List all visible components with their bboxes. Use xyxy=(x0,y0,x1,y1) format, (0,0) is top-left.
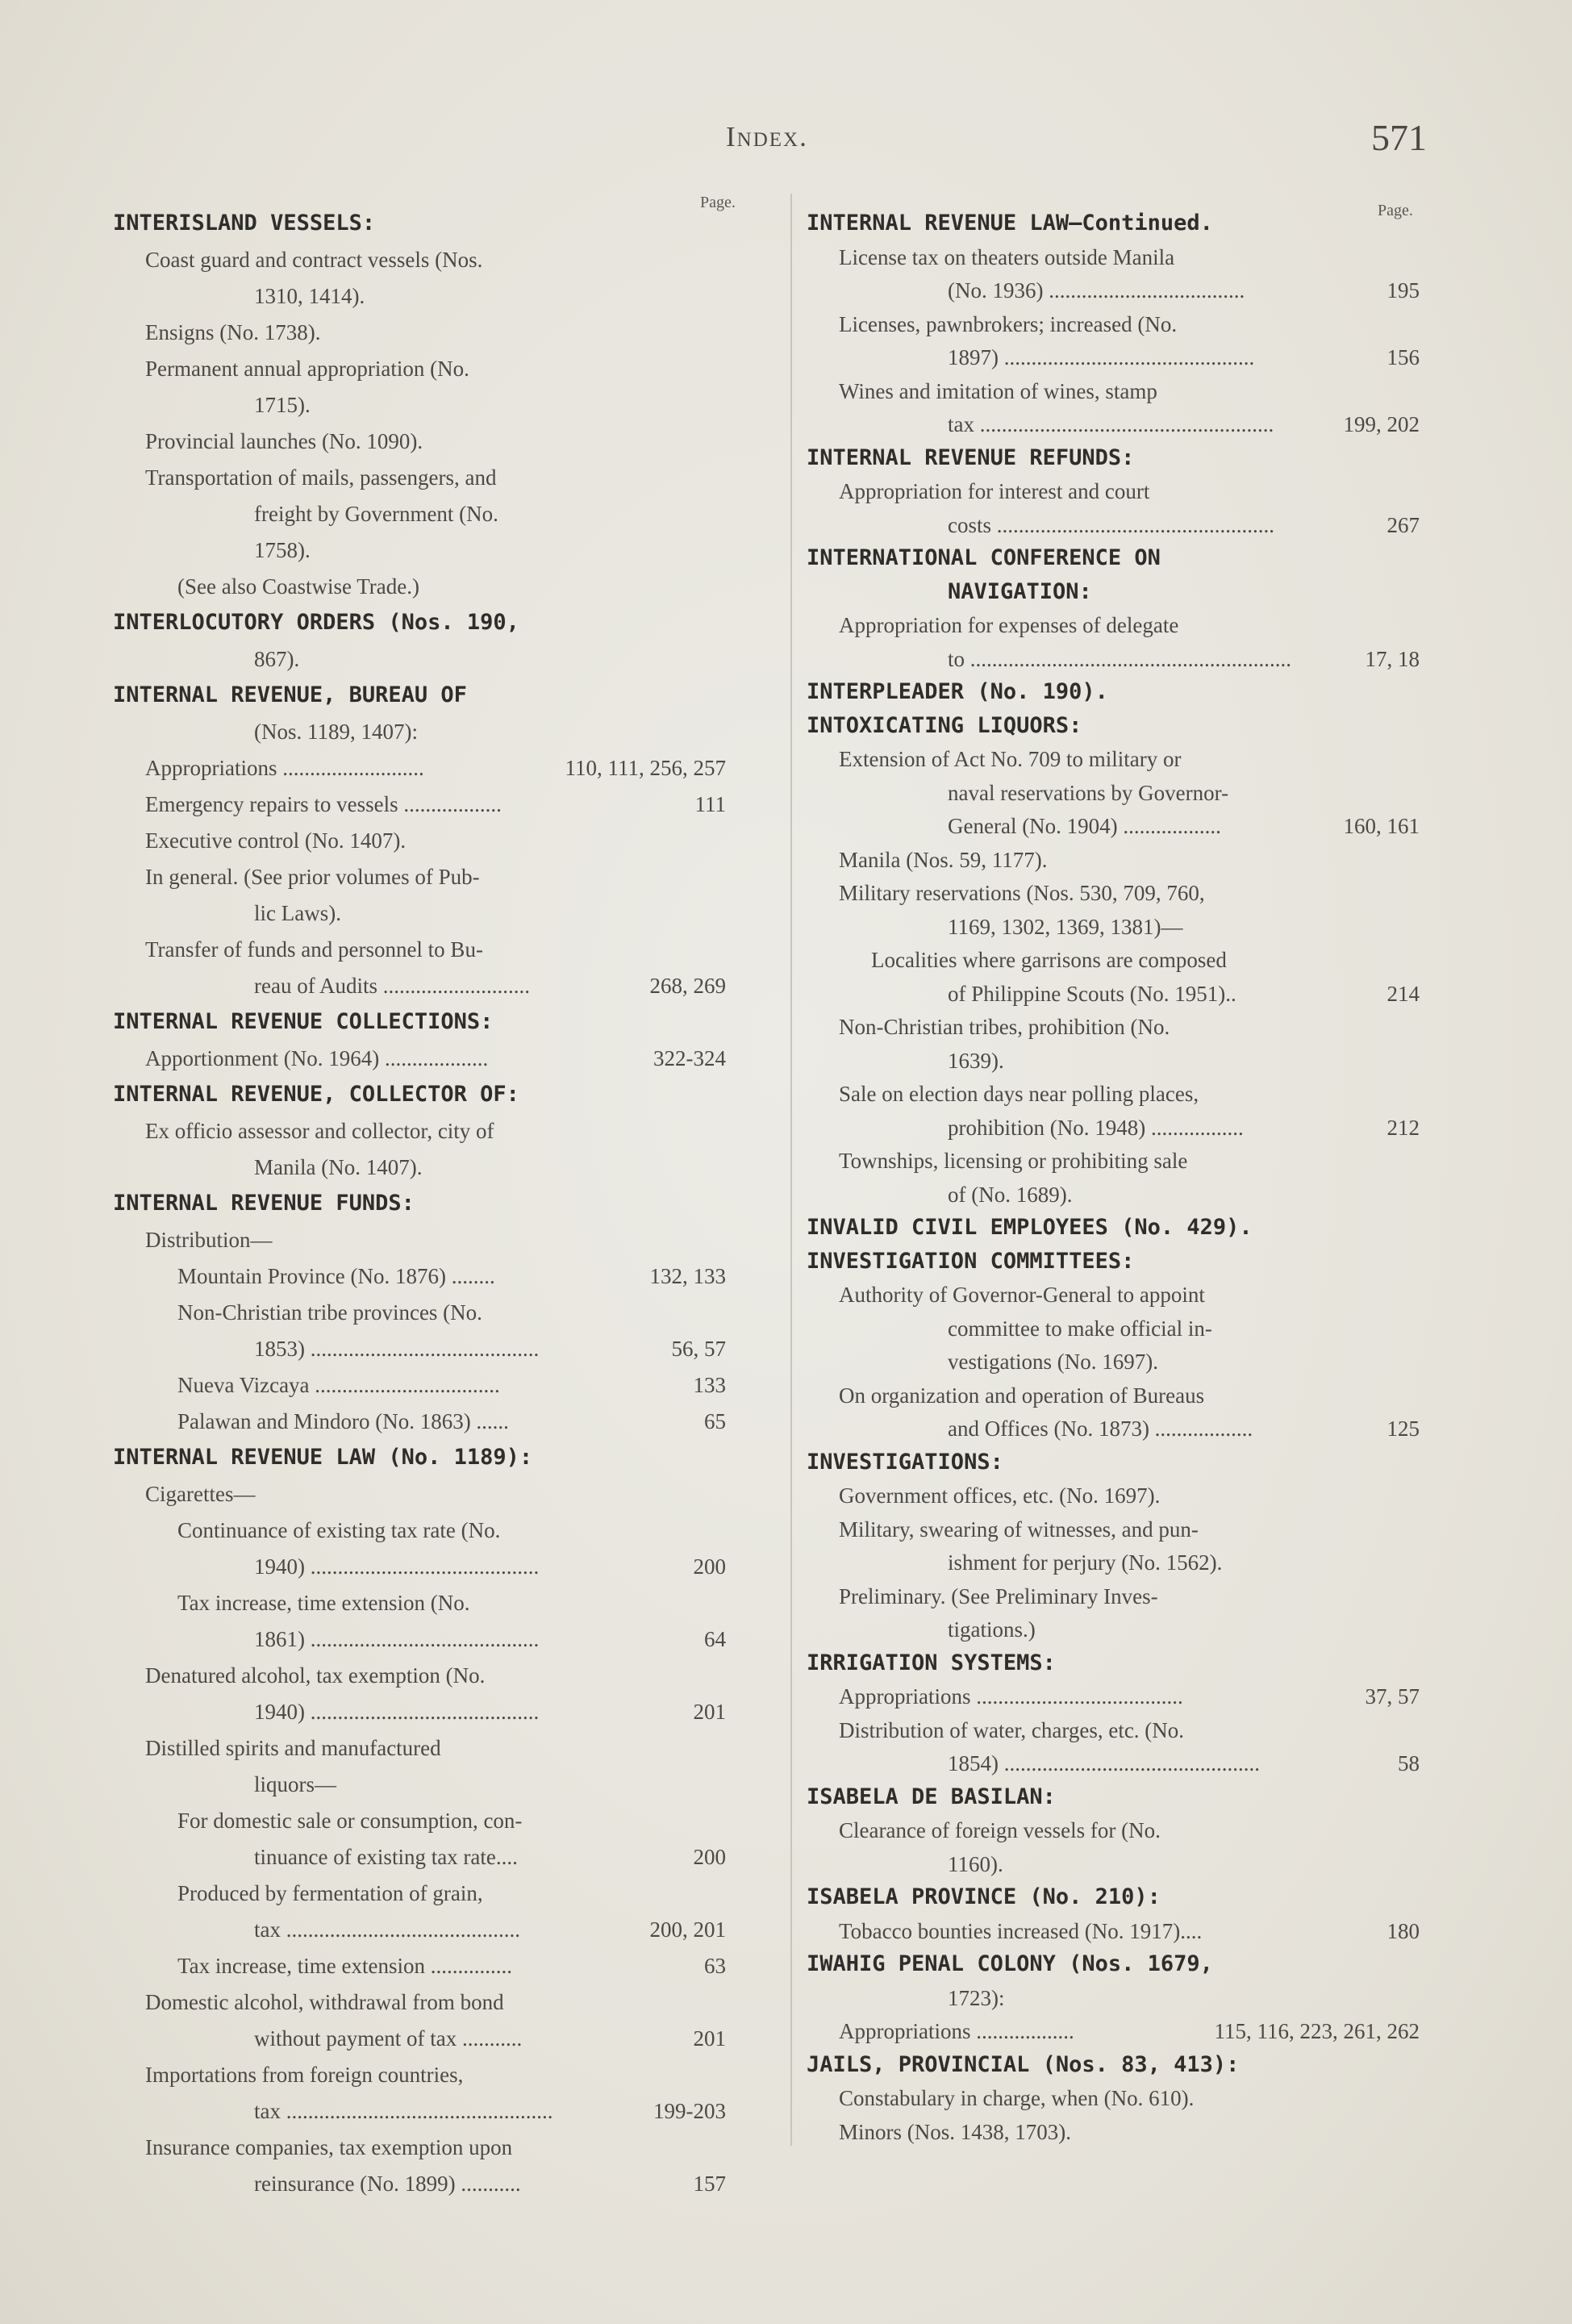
index-entry xyxy=(177,1952,726,1980)
entry-text: 1723): xyxy=(948,1985,1005,2010)
entry-text: 867). xyxy=(254,647,300,671)
index-entry xyxy=(839,745,1420,773)
entry-text: ISABELA PROVINCE (No. 210): xyxy=(807,1884,1161,1909)
index-entry xyxy=(839,1683,1420,1710)
index-entry xyxy=(948,812,1420,840)
index-heading xyxy=(807,444,1420,472)
entry-text: Manila (Nos. 59, 1177). xyxy=(839,847,1048,872)
entry-text: INTERLOCUTORY ORDERS (Nos. 190, xyxy=(113,610,519,635)
index-entry xyxy=(948,411,1420,438)
entry-text: prohibition (No. 1948) ................. xyxy=(948,1115,1244,1140)
entry-text: In general. (See prior volumes of Pub- xyxy=(145,865,480,889)
entry-text: NAVIGATION: xyxy=(948,578,1092,604)
index-entry xyxy=(145,1480,726,1508)
index-heading xyxy=(807,1449,1420,1476)
index-entry xyxy=(177,573,726,600)
index-entry xyxy=(145,464,726,491)
entry-text: INTERNAL REVENUE LAW (No. 1189): xyxy=(113,1445,533,1470)
entry-text: 1940) .......................................... xyxy=(254,1554,540,1579)
entry-text: Appropriations .................. xyxy=(839,2019,1074,2043)
entry-text: 1160). xyxy=(948,1851,1003,1876)
entry-text: IRRIGATION SYSTEMS: xyxy=(807,1650,1056,1675)
entry-text: without payment of tax ........... xyxy=(254,2026,523,2051)
entry-text: Distilled spirits and manufactured xyxy=(145,1736,441,1760)
entry-text: Denatured alcohol, tax exemption (No. xyxy=(145,1663,486,1688)
index-entry xyxy=(948,913,1420,941)
entry-text: Military reservations (Nos. 530, 709, 760, xyxy=(839,881,1205,905)
entry-text: tax ................................................. xyxy=(254,2099,553,2123)
index-entry xyxy=(948,277,1420,304)
index-entry xyxy=(839,1516,1420,1543)
entry-text: Clearance of foreign vessels for (No. xyxy=(839,1818,1161,1842)
index-heading xyxy=(807,1214,1420,1241)
entry-text: INTERNAL REVENUE FUNDS: xyxy=(113,1191,415,1216)
index-entry xyxy=(254,500,726,528)
index-entry xyxy=(948,1415,1420,1442)
entry-text: and Offices (No. 1873) .................. xyxy=(948,1417,1253,1441)
page-reference: 133 xyxy=(693,1373,726,1397)
index-heading xyxy=(807,1784,1420,1811)
entry-text: tax ...................................................... xyxy=(948,412,1274,436)
page-reference: 160, 161 xyxy=(1343,814,1420,838)
entry-text: For domestic sale or consumption, con- xyxy=(177,1809,523,1833)
index-entry xyxy=(145,863,726,891)
page-number: 571 xyxy=(1371,117,1427,158)
entry-text: lic Laws). xyxy=(254,901,341,925)
page-reference: 200 xyxy=(693,1554,726,1579)
entry-text: 1715). xyxy=(254,393,311,417)
page-reference: 156 xyxy=(1386,345,1420,369)
entry-text: Sale on election days near polling places, xyxy=(839,1082,1199,1106)
entry-text: JAILS, PROVINCIAL (Nos. 83, 413): xyxy=(807,2051,1240,2077)
index-entry xyxy=(177,1299,726,1326)
index-heading xyxy=(807,210,1420,237)
index-entry xyxy=(145,1117,726,1145)
index-entry xyxy=(839,1382,1420,1409)
entry-text: 1639). xyxy=(948,1048,1004,1073)
page-column-label: Page. xyxy=(700,194,736,211)
entry-text: Distribution of water, charges, etc. (No. xyxy=(839,1717,1185,1742)
entry-text: Appropriations .......................... xyxy=(145,756,424,780)
entry-text: Extension of Act No. 709 to military or xyxy=(839,747,1182,771)
index-entry xyxy=(254,282,726,310)
index-entry xyxy=(948,1549,1420,1576)
entry-text: Constabulary in charge, when (No. 610). xyxy=(839,2086,1195,2110)
index-entry xyxy=(254,2170,726,2197)
index-entry xyxy=(254,536,726,564)
entry-text: Domestic alcohol, withdrawal from bond xyxy=(145,1990,504,2014)
page-reference: 199-203 xyxy=(653,2099,726,2123)
index-entry xyxy=(254,1335,726,1362)
index-entry xyxy=(948,645,1420,673)
index-entry xyxy=(254,645,726,673)
entry-text: Townships, licensing or prohibiting sale xyxy=(839,1149,1188,1173)
index-entry xyxy=(839,1717,1420,1744)
entry-text: Authority of Governor-General to appoint xyxy=(839,1283,1205,1307)
entry-text: INTERNAL REVENUE REFUNDS: xyxy=(807,444,1135,470)
page-reference: 111 xyxy=(694,792,726,816)
page-reference: 125 xyxy=(1386,1417,1420,1441)
index-heading xyxy=(807,1248,1420,1275)
page-reference: 64 xyxy=(704,1627,726,1651)
index-entry xyxy=(145,827,726,854)
index-entry xyxy=(145,246,726,273)
index-entry xyxy=(145,2061,726,2088)
entry-text: tinuance of existing tax rate.... xyxy=(254,1845,518,1869)
entry-text: INTERNAL REVENUE COLLECTIONS: xyxy=(113,1009,494,1034)
page-reference: 58 xyxy=(1398,1751,1420,1775)
page-reference: 200 xyxy=(693,1845,726,1869)
index-entry xyxy=(145,2134,726,2161)
entry-text: Provincial launches (No. 1090). xyxy=(145,429,423,453)
entry-text: to ........................................................... xyxy=(948,646,1292,671)
index-entry xyxy=(948,1348,1420,1375)
entry-text: Palawan and Mindoro (No. 1863) ...... xyxy=(177,1409,509,1433)
entry-text: Emergency repairs to vessels .................. xyxy=(145,792,502,816)
index-entry xyxy=(177,1408,726,1435)
index-entry xyxy=(839,1482,1420,1509)
index-entry xyxy=(254,1553,726,1580)
entry-text: Non-Christian tribes, prohibition (No. xyxy=(839,1015,1170,1039)
index-heading xyxy=(807,2051,1420,2079)
index-heading xyxy=(948,578,1420,606)
page-reference: 199, 202 xyxy=(1343,412,1420,436)
index-entry xyxy=(948,1181,1420,1208)
page-reference: 322-324 xyxy=(653,1046,726,1070)
index-entry xyxy=(177,1589,726,1617)
index-entry xyxy=(871,946,1420,974)
entry-text: INTERNAL REVENUE, BUREAU OF xyxy=(113,682,467,707)
page-reference: 56, 57 xyxy=(671,1337,726,1361)
index-entry xyxy=(839,244,1420,271)
index-entry xyxy=(254,718,726,745)
entry-text: Tax increase, time extension (No. xyxy=(177,1591,470,1615)
entry-text: (No. 1936) .................................... xyxy=(948,278,1245,302)
entry-text: Nueva Vizcaya .................................. xyxy=(177,1373,500,1397)
entry-text: of Philippine Scouts (No. 1951).. xyxy=(948,981,1236,1006)
index-entry xyxy=(145,1226,726,1254)
entry-text: Manila (No. 1407). xyxy=(254,1155,423,1179)
page-reference: 201 xyxy=(693,1700,726,1724)
index-entry xyxy=(254,391,726,419)
entry-text: INVESTIGATION COMMITTEES: xyxy=(807,1248,1135,1274)
page-reference: 214 xyxy=(1386,981,1420,1006)
entry-text: INTERNATIONAL CONFERENCE ON xyxy=(807,545,1161,570)
index-entry xyxy=(839,378,1420,405)
entry-text: 1310, 1414). xyxy=(254,284,365,308)
entry-text: INVESTIGATIONS: xyxy=(807,1449,1003,1475)
index-entry xyxy=(839,478,1420,505)
index-entry xyxy=(254,2097,726,2125)
entry-text: costs ................................................... xyxy=(948,512,1274,537)
index-entry xyxy=(948,1616,1420,1643)
entry-text: 1897) .............................................. xyxy=(948,345,1255,369)
entry-text: License tax on theaters outside Manila xyxy=(839,244,1175,269)
index-entry xyxy=(948,1114,1420,1141)
entry-text: INTERNAL REVENUE, COLLECTOR OF: xyxy=(113,1082,519,1107)
index-entry xyxy=(145,1734,726,1762)
index-entry xyxy=(839,1147,1420,1175)
page-title: Index. xyxy=(726,121,808,152)
entry-text: 1854) ............................................... xyxy=(948,1751,1260,1775)
page-reference: 267 xyxy=(1386,512,1420,537)
entry-text: of (No. 1689). xyxy=(948,1182,1073,1207)
index-heading xyxy=(113,1008,726,1036)
entry-text: On organization and operation of Bureaus xyxy=(839,1383,1205,1408)
entry-text: Non-Christian tribe provinces (No. xyxy=(177,1300,482,1325)
index-entry xyxy=(254,1771,726,1798)
entry-text: vestigations (No. 1697). xyxy=(948,1350,1158,1374)
entry-text: Transfer of funds and personnel to Bu- xyxy=(145,937,483,962)
index-heading xyxy=(807,1650,1420,1677)
index-entry xyxy=(254,899,726,927)
entry-text: Wines and imitation of wines, stamp xyxy=(839,378,1157,403)
entry-text: Coast guard and contract vessels (Nos. xyxy=(145,248,483,272)
entry-text: INTOXICATING LIQUORS: xyxy=(807,712,1082,738)
entry-text: (Nos. 1189, 1407): xyxy=(254,720,418,744)
entry-text: Tax increase, time extension ............... xyxy=(177,1954,512,1978)
entry-text: Cigarettes— xyxy=(145,1482,256,1506)
entry-text: ISABELA DE BASILAN: xyxy=(807,1784,1056,1809)
index-heading xyxy=(807,1951,1420,1978)
page-reference: 132, 133 xyxy=(649,1264,726,1288)
index-entry xyxy=(948,1984,1420,2012)
page-reference: 200, 201 xyxy=(649,1917,726,1942)
entry-text: Appropriation for expenses of delegate xyxy=(839,613,1179,637)
index-entry xyxy=(948,1850,1420,1878)
entry-text: IWAHIG PENAL COLONY (Nos. 1679, xyxy=(807,1951,1213,1976)
entry-text: Transportation of mails, passengers, and xyxy=(145,465,497,490)
index-entry xyxy=(839,879,1420,907)
index-heading xyxy=(807,712,1420,740)
entry-text: freight by Government (No. xyxy=(254,502,498,526)
index-entry xyxy=(177,1371,726,1399)
index-entry xyxy=(948,1750,1420,1777)
entry-text: Apportionment (No. 1964) ................... xyxy=(145,1046,489,1070)
column-divider xyxy=(790,194,792,2146)
page-reference: 268, 269 xyxy=(649,974,726,998)
index-entry xyxy=(948,511,1420,539)
entry-text: Ensigns (No. 1738). xyxy=(145,320,321,344)
index-heading xyxy=(113,1081,726,1108)
index-entry xyxy=(177,1880,726,1907)
entry-text: liquors— xyxy=(254,1772,337,1796)
entry-text: Minors (Nos. 1438, 1703). xyxy=(839,2119,1071,2144)
entry-text: INVALID CIVIL EMPLOYEES (No. 429). xyxy=(807,1215,1253,1240)
index-entry xyxy=(948,779,1420,807)
entry-text: tigations.) xyxy=(948,1617,1036,1642)
entry-text: reinsurance (No. 1899) ........... xyxy=(254,2172,521,2196)
entry-text: naval reservations by Governor- xyxy=(948,780,1229,805)
page-reference: 37, 57 xyxy=(1365,1684,1420,1709)
index-heading xyxy=(807,544,1420,572)
index-entry xyxy=(839,846,1420,874)
index-entry xyxy=(254,2025,726,2052)
page-reference: 115, 116, 223, 261, 262 xyxy=(1214,2019,1420,2043)
entry-text: Appropriations ...................................... xyxy=(839,1684,1183,1709)
page-reference: 212 xyxy=(1386,1115,1420,1140)
entry-text: (See also Coastwise Trade.) xyxy=(177,574,419,599)
page-reference: 17, 18 xyxy=(1365,646,1420,671)
entry-text: 1169, 1302, 1369, 1381)— xyxy=(948,914,1183,939)
index-heading xyxy=(113,1190,726,1217)
index-entry xyxy=(839,1013,1420,1041)
index-entry xyxy=(254,1916,726,1943)
page-reference: 63 xyxy=(704,1954,726,1978)
entry-text: 1940) .......................................... xyxy=(254,1700,540,1724)
index-heading xyxy=(113,609,726,636)
page-reference: 180 xyxy=(1386,1918,1420,1943)
index-entry xyxy=(839,611,1420,639)
index-entry xyxy=(145,1988,726,2016)
entry-text: Government offices, etc. (No. 1697). xyxy=(839,1483,1161,1508)
entry-text: Insurance companies, tax exemption upon xyxy=(145,2135,513,2159)
index-entry xyxy=(145,936,726,963)
entry-text: reau of Audits ........................... xyxy=(254,974,530,998)
entry-text: Permanent annual appropriation (No. xyxy=(145,357,469,381)
index-entry xyxy=(839,2017,1420,2045)
entry-text: Continuance of existing tax rate (No. xyxy=(177,1518,501,1542)
entry-text: 1758). xyxy=(254,538,311,562)
entry-text: Preliminary. (See Preliminary Inves- xyxy=(839,1583,1158,1608)
index-heading xyxy=(807,678,1420,706)
index-entry xyxy=(177,1807,726,1834)
index-entry xyxy=(839,1817,1420,1844)
index-entry xyxy=(254,1154,726,1181)
index-heading xyxy=(113,682,726,709)
index-entry xyxy=(254,1843,726,1871)
index-entry xyxy=(254,1625,726,1653)
entry-text: 1861) .......................................... xyxy=(254,1627,540,1651)
index-entry xyxy=(839,311,1420,338)
page-reference: 195 xyxy=(1386,278,1420,302)
entry-text: 1853) .......................................... xyxy=(254,1337,540,1361)
index-entry xyxy=(145,355,726,382)
index-entry xyxy=(948,1315,1420,1342)
entry-text: Localities where garrisons are composed xyxy=(871,948,1227,972)
entry-text: Ex officio assessor and collector, city of xyxy=(145,1119,494,1143)
index-entry xyxy=(145,319,726,346)
page-reference: 110, 111, 256, 257 xyxy=(565,756,726,780)
page-reference: 65 xyxy=(704,1409,726,1433)
index-entry xyxy=(254,1698,726,1725)
index-heading xyxy=(113,210,726,237)
entry-text: Distribution— xyxy=(145,1228,273,1252)
entry-text: Executive control (No. 1407). xyxy=(145,828,407,853)
index-entry xyxy=(948,980,1420,1008)
entry-text: Tobacco bounties increased (No. 1917).... xyxy=(839,1918,1203,1943)
index-entry xyxy=(948,1047,1420,1074)
index-entry xyxy=(948,344,1420,371)
index-entry xyxy=(839,1281,1420,1308)
index-entry xyxy=(145,791,726,818)
entry-text: tax ........................................... xyxy=(254,1917,520,1942)
index-entry xyxy=(177,1517,726,1544)
index-entry xyxy=(145,1045,726,1072)
index-entry xyxy=(254,972,726,999)
entry-text: Military, swearing of witnesses, and pun- xyxy=(839,1517,1199,1542)
index-entry xyxy=(145,428,726,455)
entry-text: Appropriation for interest and court xyxy=(839,479,1150,503)
index-entry xyxy=(145,754,726,782)
entry-text: Mountain Province (No. 1876) ........ xyxy=(177,1264,495,1288)
index-heading xyxy=(113,1444,726,1471)
index-entry xyxy=(839,1080,1420,1108)
entry-text: ishment for perjury (No. 1562). xyxy=(948,1550,1223,1575)
index-entry xyxy=(145,1662,726,1689)
page-reference: 201 xyxy=(693,2026,726,2051)
page-column-label: Page. xyxy=(1378,202,1413,219)
entry-text: INTERNAL REVENUE LAW—Continued. xyxy=(807,211,1213,236)
entry-text: Produced by fermentation of grain, xyxy=(177,1881,483,1905)
index-entry xyxy=(839,1583,1420,1610)
index-entry xyxy=(177,1262,726,1290)
entry-text: General (No. 1904) .................. xyxy=(948,814,1221,838)
entry-text: Licenses, pawnbrokers; increased (No. xyxy=(839,311,1178,336)
running-head xyxy=(0,117,1572,169)
entry-text: committee to make official in- xyxy=(948,1316,1212,1341)
index-entry xyxy=(839,2084,1420,2112)
entry-text: INTERPLEADER (No. 190). xyxy=(807,679,1108,704)
page-reference: 157 xyxy=(693,2172,726,2196)
entry-text: INTERISLAND VESSELS: xyxy=(113,211,376,236)
index-entry xyxy=(839,2118,1420,2146)
entry-text: Importations from foreign countries, xyxy=(145,2063,464,2087)
index-entry xyxy=(839,1917,1420,1945)
index-heading xyxy=(807,1884,1420,1911)
